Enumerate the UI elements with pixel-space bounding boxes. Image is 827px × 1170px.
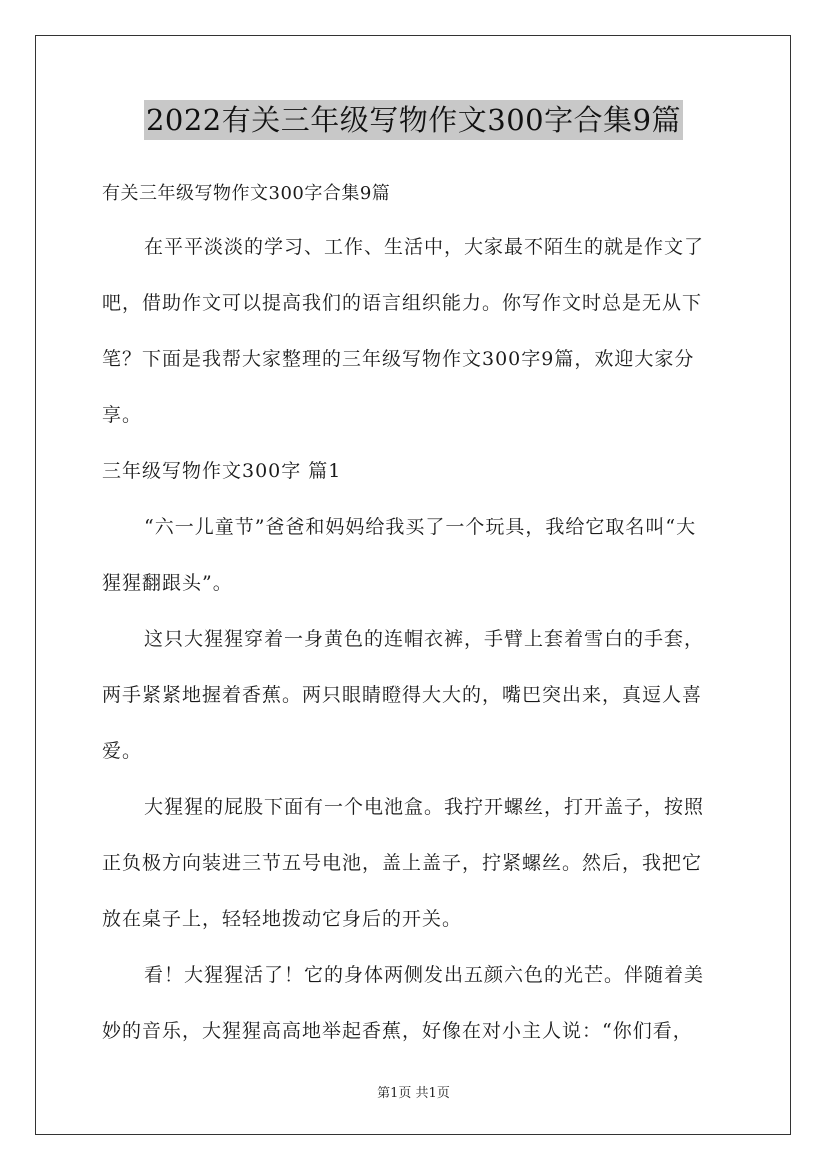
section-heading: 三年级写物作文300字 篇1 [102, 460, 342, 482]
page-footer: 第1页 共1页 [377, 1086, 450, 1101]
document-subtitle: 有关三年级写物作文300字合集9篇 [102, 183, 391, 204]
paragraph-line: 这只大猩猩穿着一身黄色的连帽衣裤，手臂上套着雪白的手套， [144, 628, 705, 650]
paragraph-line: 吧，借助作文可以提高我们的语言组织能力。你写作文时总是无从下 [102, 292, 703, 314]
paragraph-line: 笔？下面是我帮大家整理的三年级写物作文300字9篇，欢迎大家分 [102, 348, 695, 370]
paragraph-line: 放在桌子上，轻轻地拨动它身后的开关。 [102, 908, 463, 930]
paragraph-line: 爱。 [102, 740, 143, 762]
paragraph-line: 看！大猩猩活了！它的身体两侧发出五颜六色的光芒。伴随着美 [144, 964, 705, 986]
title-container [0, 100, 827, 140]
paragraph-line: 妙的音乐，大猩猩高高地举起香蕉，好像在对小主人说：“你们看， [102, 1020, 693, 1042]
paragraph-line: 在平平淡淡的学习、工作、生活中，大家最不陌生的就是作文了 [144, 236, 705, 258]
paragraph-line: 正负极方向装进三节五号电池，盖上盖子，拧紧螺丝。然后，我把它 [102, 852, 703, 874]
paragraph-line: 猩猩翻跟头”。 [102, 572, 233, 594]
document-title: 2022有关三年级写物作文300字合集9篇 [144, 100, 683, 140]
paragraph-line: 大猩猩的屁股下面有一个电池盒。我拧开螺丝，打开盖子，按照 [144, 796, 705, 818]
document-body [102, 172, 727, 1059]
paragraph-line: 两手紧紧地握着香蕉。两只眼睛瞪得大大的，嘴巴突出来，真逗人喜 [102, 684, 703, 706]
paragraph-line: 享。 [102, 404, 143, 426]
paragraph-line: “六一儿童节”爸爸和妈妈给我买了一个玩具，我给它取名叫“大 [144, 516, 697, 538]
